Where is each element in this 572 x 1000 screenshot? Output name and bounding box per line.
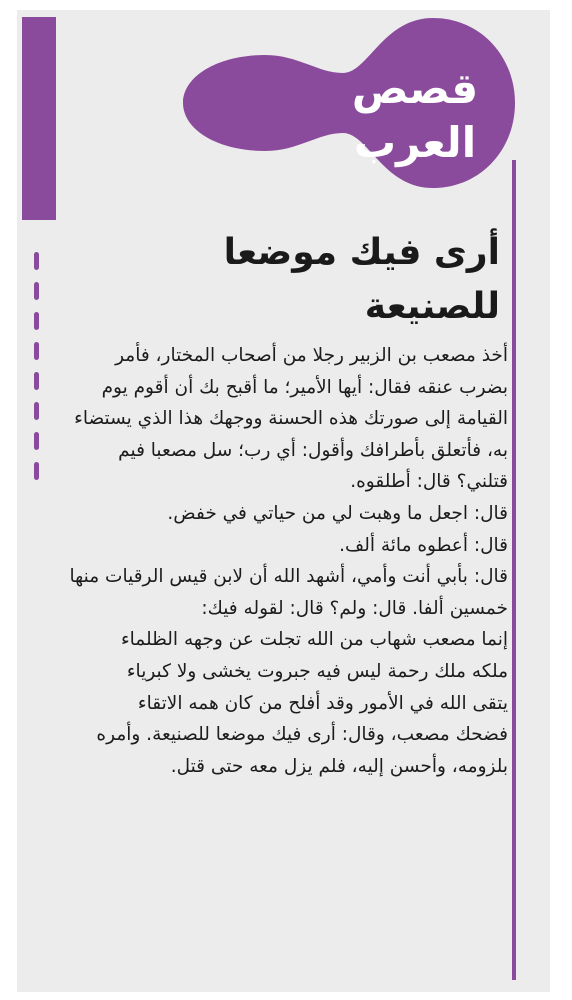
accent-dash bbox=[34, 462, 39, 480]
paragraph: قال: اجعل ما وهبت لي من حياتي في خفض. bbox=[167, 502, 508, 524]
section-title: قصص العرب bbox=[351, 64, 479, 167]
accent-dash bbox=[34, 372, 39, 390]
paragraph: فضحك مصعب، وقال: أرى فيك موضعا للصنيعة. وأمره بلزومه، وأحسن إليه، فلم يزل معه حتى قتل. bbox=[96, 724, 508, 777]
accent-dash bbox=[34, 312, 39, 330]
article-headline: أرى فيك موضعا للصنيعة bbox=[223, 232, 500, 327]
accent-bar bbox=[22, 17, 56, 220]
verse: يتقى الله في الأمور وقد أفلح من كان همه الاتقاء bbox=[137, 692, 508, 714]
accent-dash bbox=[34, 432, 39, 450]
accent-dash bbox=[34, 402, 39, 420]
verse: إنما مصعب شهاب من الله تجلت عن وجهه الظلماء bbox=[120, 629, 508, 651]
paragraph: قال: أعطوه مائة ألف. bbox=[339, 534, 508, 556]
verse: ملكه ملك رحمة ليس فيه جبروت يخشى ولا كبرياء bbox=[126, 660, 508, 682]
accent-dash bbox=[34, 342, 39, 360]
accent-rule bbox=[512, 160, 516, 980]
accent-dash bbox=[34, 252, 39, 270]
article-body bbox=[66, 340, 508, 782]
accent-dash bbox=[34, 282, 39, 300]
paragraph: أخذ مصعب بن الزبير رجلا من أصحاب المختار، فأمر بضرب عنقه فقال: أيها الأمير؛ ما أقبح بك أن أقوم يوم القيامة إلى صورتك هذه الحسنة ووجهك هذا الذي يستضاء به، فأتعلق بأطرافك وأقول: أي رب؛ سل مصعبا فيم قتلني؟ قال: أطلقوه. bbox=[74, 345, 508, 493]
paragraph: قال: بأبي أنت وأمي، أشهد الله أن لابن قيس الرقيات منها خمسين ألفا. قال: ولم؟ قال: لقوله فيك: bbox=[69, 566, 508, 619]
